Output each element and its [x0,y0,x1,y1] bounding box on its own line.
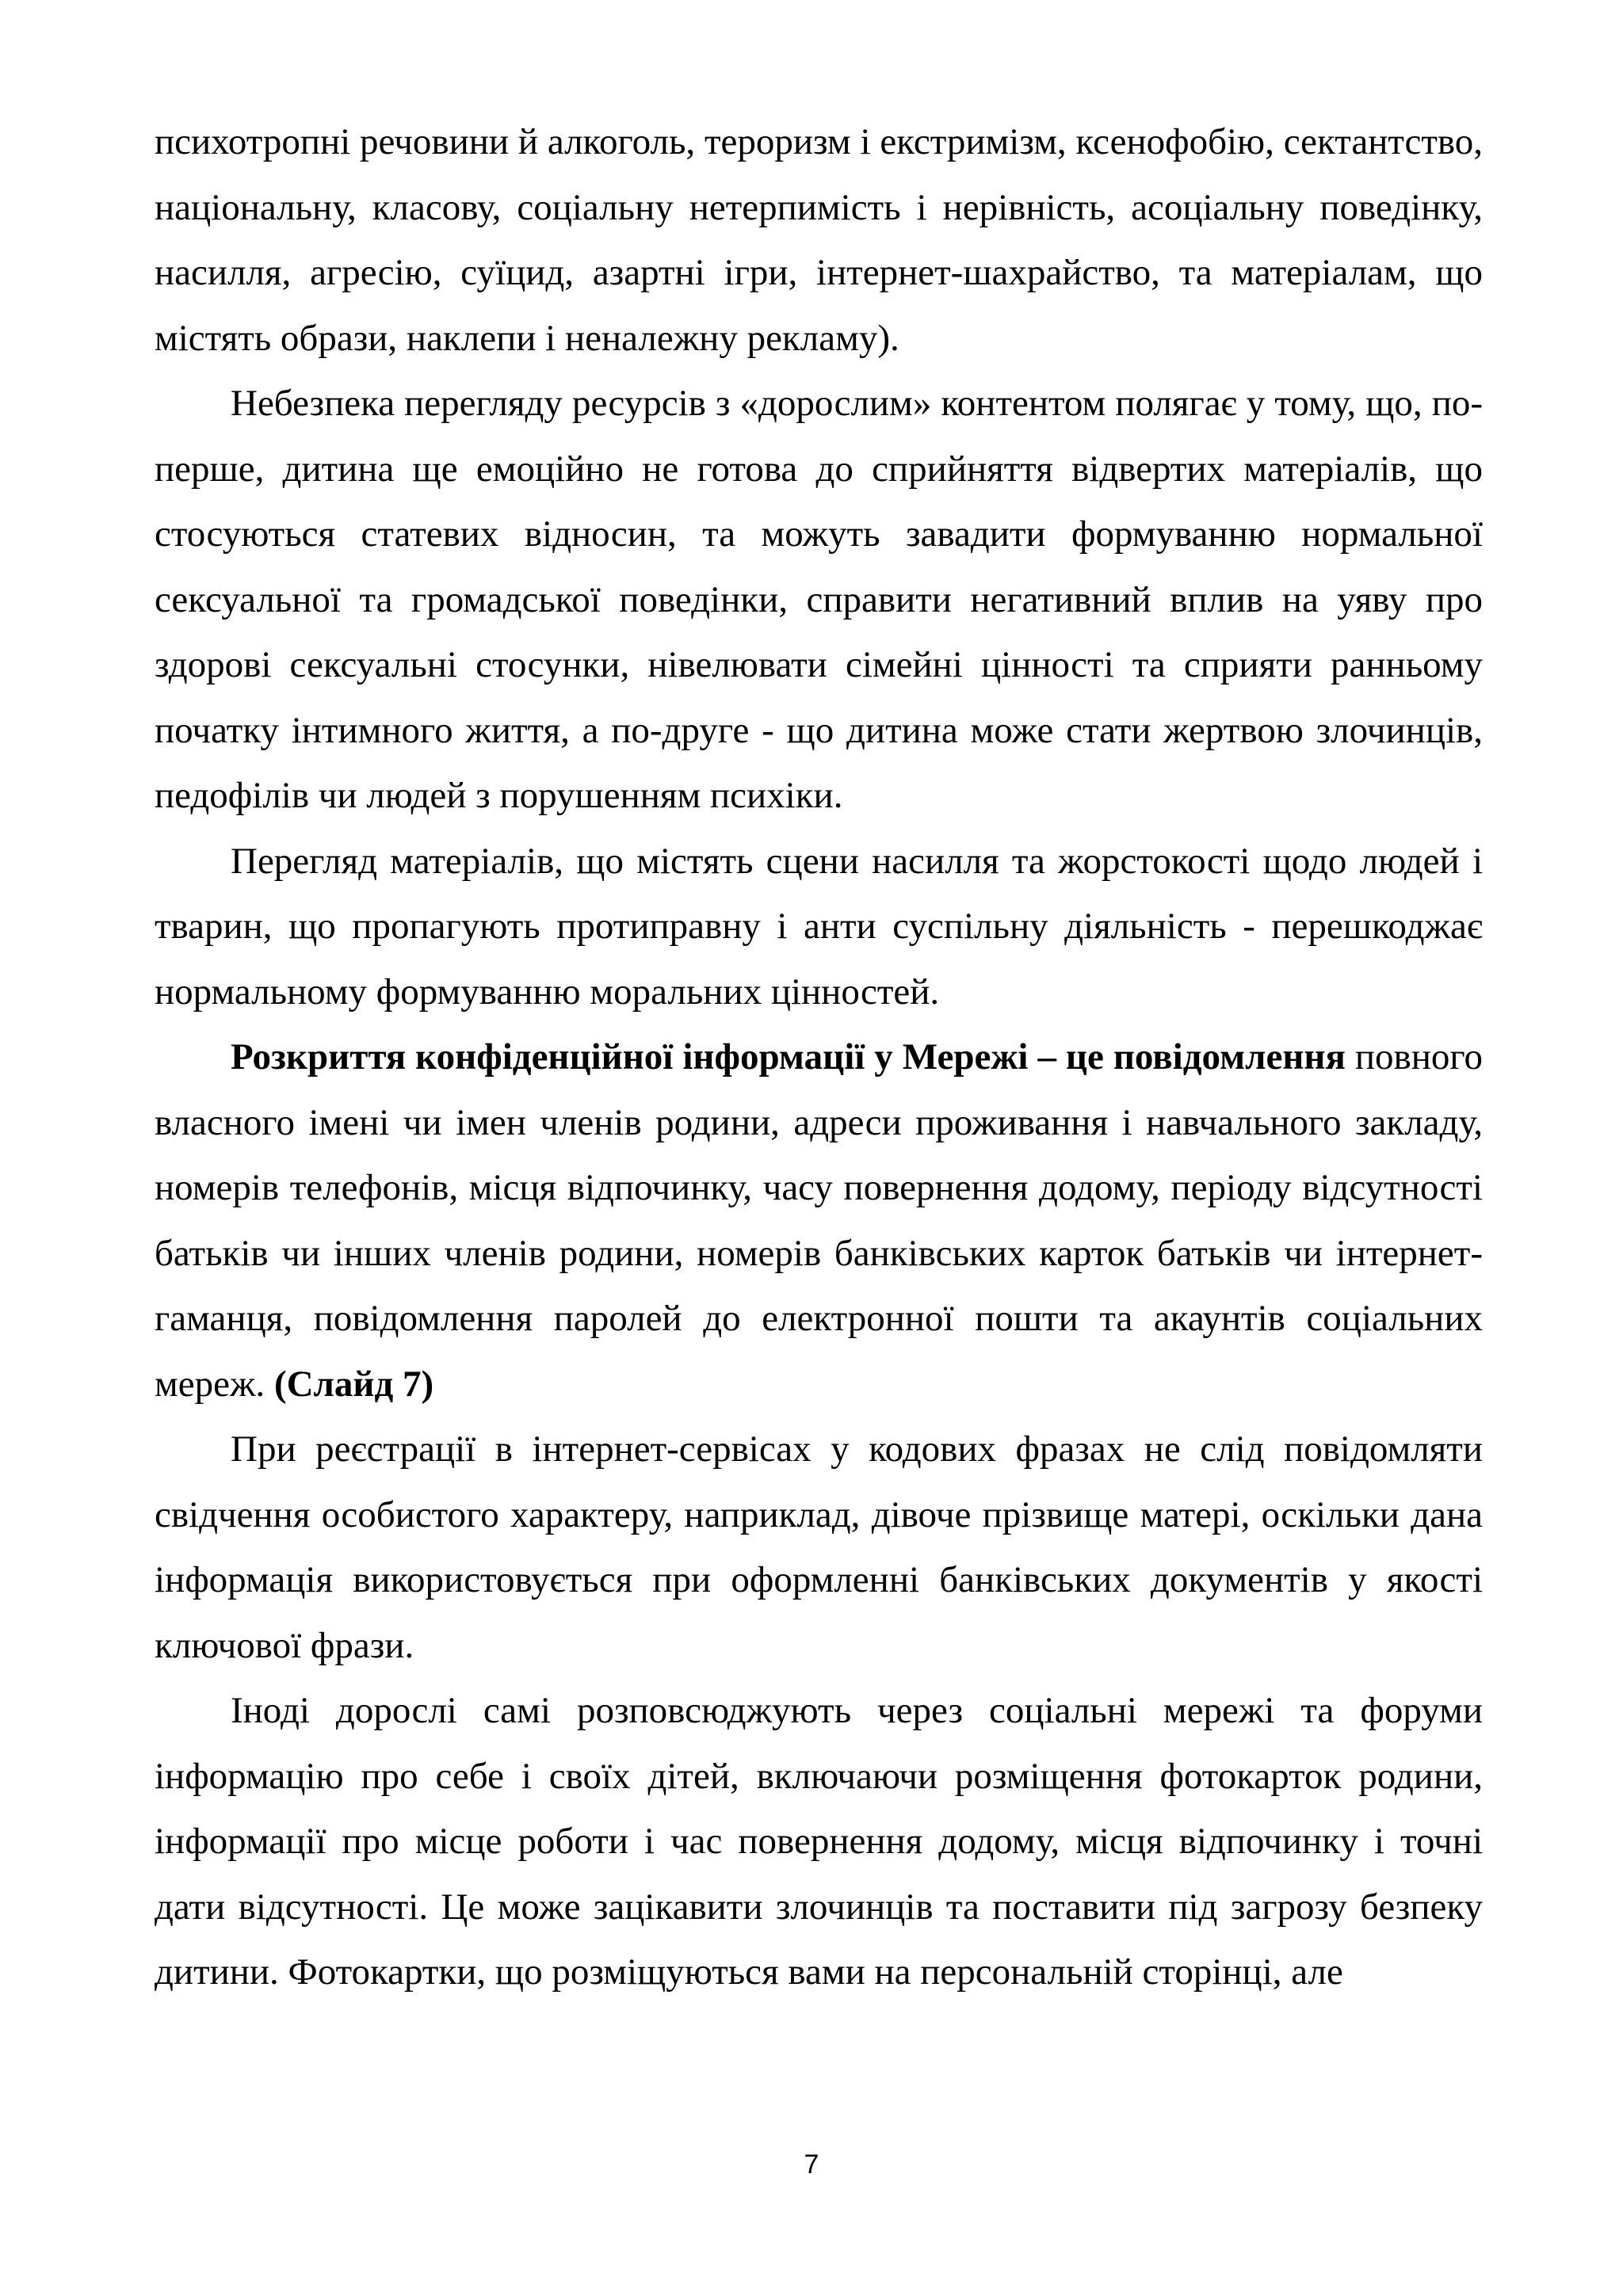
paragraph-text: Іноді дорослі самі розповсюджують через соціальні мережі та форуми інформацію про себе і своїх дітей, включаючи розміщення фотокарток родини, інформації про місце роботи і час повернення додому, місця відпочинку і точні дати відсутності. Це може зацікавити злочинців та поставити під загрозу безпеку дитини. Фотокартки, що розміщуються вами на персональній сторінці, але [155,1690,1483,1993]
paragraph-text: повного власного імені чи імен членів родини, адреси проживання і навчального закладу, номерів телефонів, місця відпочинку, часу повернення додому, періоду відсутності батьків чи інших членів родини, номерів банківських карток батьків чи інтернет-гаманця, повідомлення паролей до електронної пошти та акаунтів соціальних мереж. [155,1036,1483,1405]
paragraph-confidential-info [155,1024,1483,1417]
paragraph-bold-lead: Розкриття конфіденційної інформації у Мережі – це повідомлення [231,1036,1346,1077]
paragraph-registration-advice [155,1417,1483,1678]
paragraph-adults-sharing-info [155,1678,1483,2005]
slide-reference: (Слайд 7) [273,1363,434,1405]
paragraph-adult-content-danger [155,371,1483,829]
paragraph-text: Небезпека перегляду ресурсів з «дорослим» контентом полягає у тому, що, по-перше, дитина ще емоційно не готова до сприйняття відвертих матеріалів, що стосуються статевих відносин, та можуть завадити формуванню нормальної сексуальної та громадської поведінки, справити негативний вплив на уяву про здорові сексуальні стосунки, нівелювати сімейні цінності та сприяти ранньому початку інтимного життя, а по-друге - що дитина може стати жертвою злочинців, педофілів чи людей з порушенням психіки. [155,383,1483,816]
paragraph-harmful-content-list [155,109,1483,371]
paragraph-violence-content [155,829,1483,1025]
page-number: 7 [804,2149,819,2180]
paragraph-text: При реєстрації в інтернет-сервісах у кодових фразах не слід повідомляти свідчення особистого характеру, наприклад, дівоче прізвище матері, оскільки дана інформація використовується при оформленні банківських документів у якості ключової фрази. [155,1428,1483,1666]
paragraph-text: Перегляд матеріалів, що містять сцени насилля та жорстокості щодо людей і тварин, що пропагують протиправну і анти суспільну діяльність - перешкоджає нормальному формуванню моральних цінностей. [155,840,1483,1013]
paragraph-text: психотропні речовини й алкоголь, тероризм і екстримізм, ксенофобію, сектантство, національну, класову, соціальну нетерпимість і нерівність, асоціальну поведінку, насилля, агресію, суїцид, азартні ігри, інтернет-шахрайство, та матеріалам, що містять образи, наклепи і неналежну рекламу). [155,121,1483,359]
document-body [155,109,1483,2005]
